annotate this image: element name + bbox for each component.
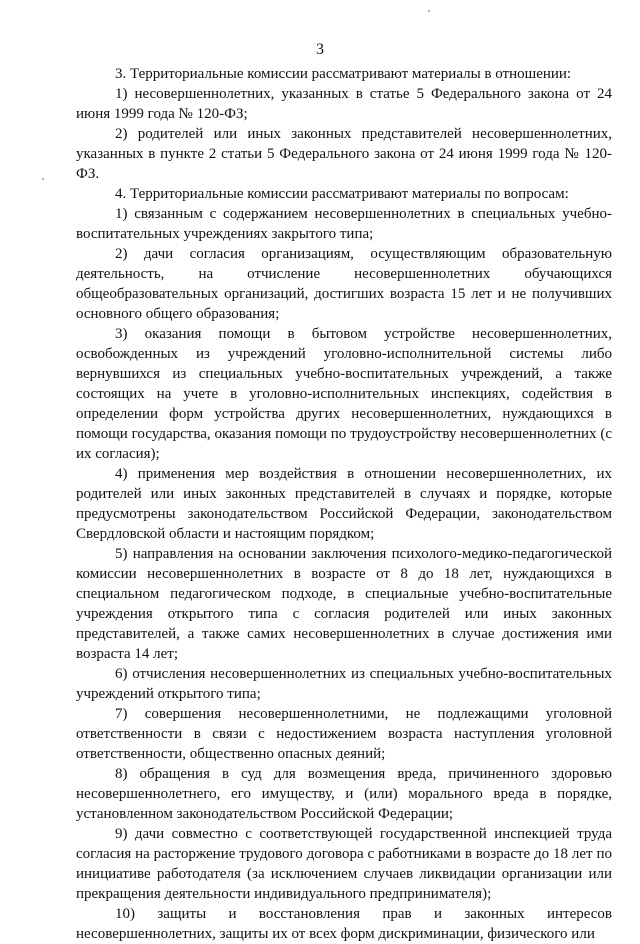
paragraph-4-item-7: 7) совершения несовершеннолетними, не подлежащими уголовной ответственности в связи с недостижением возраста наступления уголовной ответственности, общественно опасных деяний; — [76, 706, 612, 762]
document-body — [76, 64, 612, 944]
paragraph-4-item-1: 1) связанным с содержанием несовершеннолетних в специальных учебно-воспитательных учреждениях закрытого типа; — [76, 206, 612, 242]
paragraph-4-item-10: 10) защиты и восстановления прав и законных интересов несовершеннолетних, защиты их от всех форм дискриминации, физического или — [76, 906, 612, 942]
paragraph-4-item-8: 8) обращения в суд для возмещения вреда, причиненного здоровью несовершеннолетнего, его имуществу, и (или) морального вреда в порядке, установленном законодательством Российской Федерации; — [76, 766, 612, 822]
paragraph-4: 4. Территориальные комиссии рассматривают материалы по вопросам: — [115, 186, 569, 202]
page-number: 3 — [316, 41, 324, 58]
paragraph-4-item-6: 6) отчисления несовершеннолетних из специальных учебно-воспитательных учреждений открытого типа; — [76, 666, 612, 702]
paragraph-3-item-1: 1) несовершеннолетних, указанных в статье 5 Федерального закона от 24 июня 1999 года № 120-ФЗ; — [76, 86, 612, 122]
paragraph-4-item-4: 4) применения мер воздействия в отношении несовершеннолетних, их родителей или иных законных представителей в случаях и порядке, которые предусмотрены законодательством Российской Федерации, законодательством Свердловской области и настоящим порядком; — [76, 466, 612, 542]
paragraph-4-item-5: 5) направления на основании заключения психолого-медико-педагогической комиссии несовершеннолетних в возрасте от 8 до 18 лет, нуждающихся в специальном педагогическом подходе, в специальные учебно-воспитательные учреждения открытого типа с согласия родителей или иных законных представителей, а также самих несовершеннолетних в случае достижения ими возраста 14 лет; — [76, 546, 612, 662]
paragraph-4-item-2: 2) дачи согласия организациям, осуществляющим образовательную деятельность, на отчисление несовершеннолетних обучающихся общеобразовательных организаций, достигших возраста 15 лет и не получивших основного общего образования; — [76, 246, 612, 322]
paragraph-4-item-3: 3) оказания помощи в бытовом устройстве несовершеннолетних, освобожденных из учреждений уголовно-исполнительной системы либо вернувшихся из специальных учебно-воспитательных учреждений, а также состоящих на учете в уголовно-исполнительных инспекциях, содействия в определении форм устройства других несовершеннолетних, нуждающихся в помощи государства, оказания помощи по трудоустройству несовершеннолетних (с их согласия); — [76, 326, 612, 462]
paragraph-3: 3. Территориальные комиссии рассматривают материалы в отношении: — [115, 66, 572, 82]
paragraph-4-item-9: 9) дачи совместно с соответствующей государственной инспекцией труда согласия на расторжение трудового договора с работниками в возрасте до 18 лет по инициативе работодателя (за исключением случаев ликвидации организации или прекращения деятельности индивидуального предпринимателя); — [76, 826, 612, 902]
paragraph-3-item-2: 2) родителей или иных законных представителей несовершеннолетних, указанных в пункте 2 статьи 5 Федерального закона от 24 июня 1999 года № 120-ФЗ. — [76, 126, 612, 182]
scan-speck — [42, 178, 44, 180]
scan-speck — [428, 10, 430, 12]
